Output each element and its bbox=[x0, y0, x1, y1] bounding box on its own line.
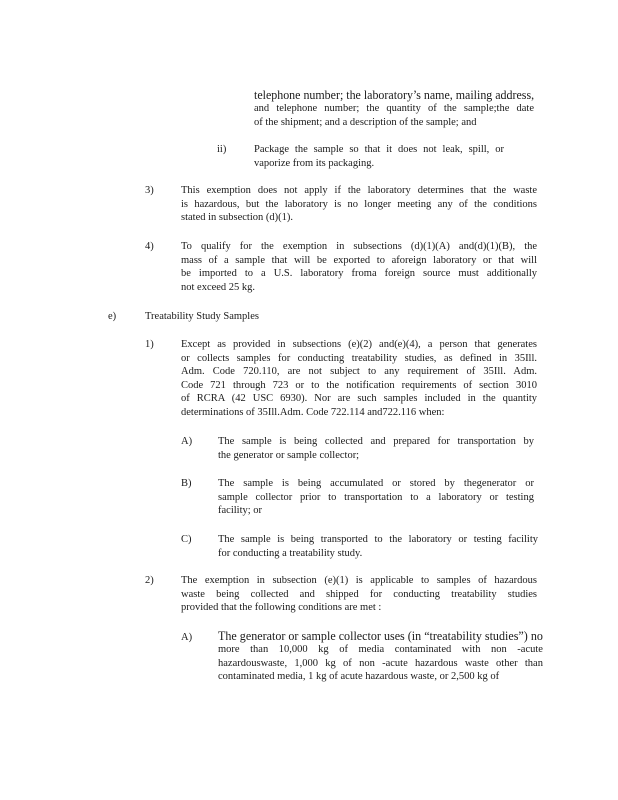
item-e2-paragraph bbox=[181, 574, 537, 615]
text-line: sample collector prior to transportation to a laboratory or testing bbox=[218, 491, 534, 503]
text-line: The sample is being collected and prepared for transportation by bbox=[218, 436, 534, 447]
text-line: and telephone number; the quantity of the sample;the date bbox=[254, 103, 534, 114]
item-marker: 3) bbox=[145, 185, 154, 196]
text-line: telephone number; the laboratory’s name, mailing address, bbox=[254, 88, 535, 102]
text-line: hazardouswaste, 1,000 kg of non -acute hazardous waste other than bbox=[218, 657, 543, 669]
text-line: facility; or bbox=[218, 505, 263, 517]
item-e1-paragraph bbox=[181, 338, 537, 420]
item-3-paragraph bbox=[181, 184, 537, 225]
text-line: The generator or sample collector uses (in “treatability studies”) no bbox=[218, 629, 543, 643]
item-marker: C) bbox=[181, 534, 192, 545]
item-marker: B) bbox=[181, 478, 192, 489]
text-line: stated in subsection (d)(1). bbox=[181, 212, 293, 224]
item-e1-a-paragraph bbox=[218, 435, 534, 462]
text-line: for conducting a treatability study. bbox=[218, 547, 363, 559]
text-line: of the shipment; and a description of the sample; and bbox=[254, 116, 477, 128]
text-line: Code 721 through 723 or to the notification requirements of section 3010 bbox=[181, 379, 537, 391]
text-line: provided that the following conditions are met : bbox=[181, 602, 382, 614]
text-line: Package the sample so that it does not leak, spill, or bbox=[254, 144, 504, 155]
section-marker: e) bbox=[108, 311, 117, 322]
item-marker: 4) bbox=[145, 241, 154, 252]
text-line: more than 10,000 kg of media contaminated with non -acute bbox=[218, 644, 543, 655]
text-line: be imported to a U.S. laboratory froma foreign source must additionally bbox=[181, 268, 537, 280]
text-line: This exemption does not apply if the laboratory determines that the waste bbox=[181, 185, 537, 196]
text-line: To qualify for the exemption in subsections (d)(1)(A) and(d)(1)(B), the bbox=[181, 241, 538, 252]
text-line: not exceed 25 kg. bbox=[181, 281, 256, 293]
text-line: is hazardous, but the laboratory is no longer meeting any of the conditions bbox=[181, 198, 537, 210]
text-line: or collects samples for conducting treatability studies, as defined in 35Ill. bbox=[181, 352, 538, 364]
item-e1-c-paragraph bbox=[218, 533, 538, 560]
text-line: The sample is being accumulated or stored by thegenerator or bbox=[218, 478, 534, 489]
text-line: vaporize from its packaging. bbox=[254, 157, 375, 169]
item-ii-paragraph bbox=[254, 143, 504, 170]
text-line: of RCRA (42 USC 6930). Nor are such samples included in the quantity bbox=[181, 393, 538, 405]
item-marker: 2) bbox=[145, 575, 154, 586]
text-line: mass of a sample that will be exported to aforeign laboratory or that will bbox=[181, 254, 537, 266]
continuation-paragraph bbox=[254, 88, 534, 129]
text-line: The sample is being transported to the laboratory or testing facility bbox=[218, 534, 539, 545]
text-line: waste being collected and shipped for conducting treatability studies bbox=[181, 588, 537, 600]
text-line: The exemption in subsection (e)(1) is applicable to samples of hazardous bbox=[181, 575, 537, 586]
text-line: the generator or sample collector; bbox=[218, 449, 360, 461]
item-e1-b-paragraph bbox=[218, 477, 534, 518]
text-line: determinations of 35Ill.Adm. Code 722.114 and722.116 when: bbox=[181, 406, 445, 418]
text-line: Except as provided in subsections (e)(2) and(e)(4), a person that generates bbox=[181, 339, 537, 350]
item-marker: ii) bbox=[217, 144, 227, 155]
item-marker: A) bbox=[181, 436, 193, 447]
item-e2-a-paragraph bbox=[218, 629, 543, 684]
text-line: Adm. Code 720.110, are not subject to any requirement of 35Ill. Adm. bbox=[181, 366, 538, 378]
text-line: contaminated media, 1 kg of acute hazardous waste, or 2,500 kg of bbox=[218, 671, 500, 683]
item-marker: A) bbox=[181, 632, 193, 643]
item-4-paragraph bbox=[181, 240, 537, 294]
item-marker: 1) bbox=[145, 339, 154, 350]
section-heading: Treatability Study Samples bbox=[145, 311, 259, 322]
